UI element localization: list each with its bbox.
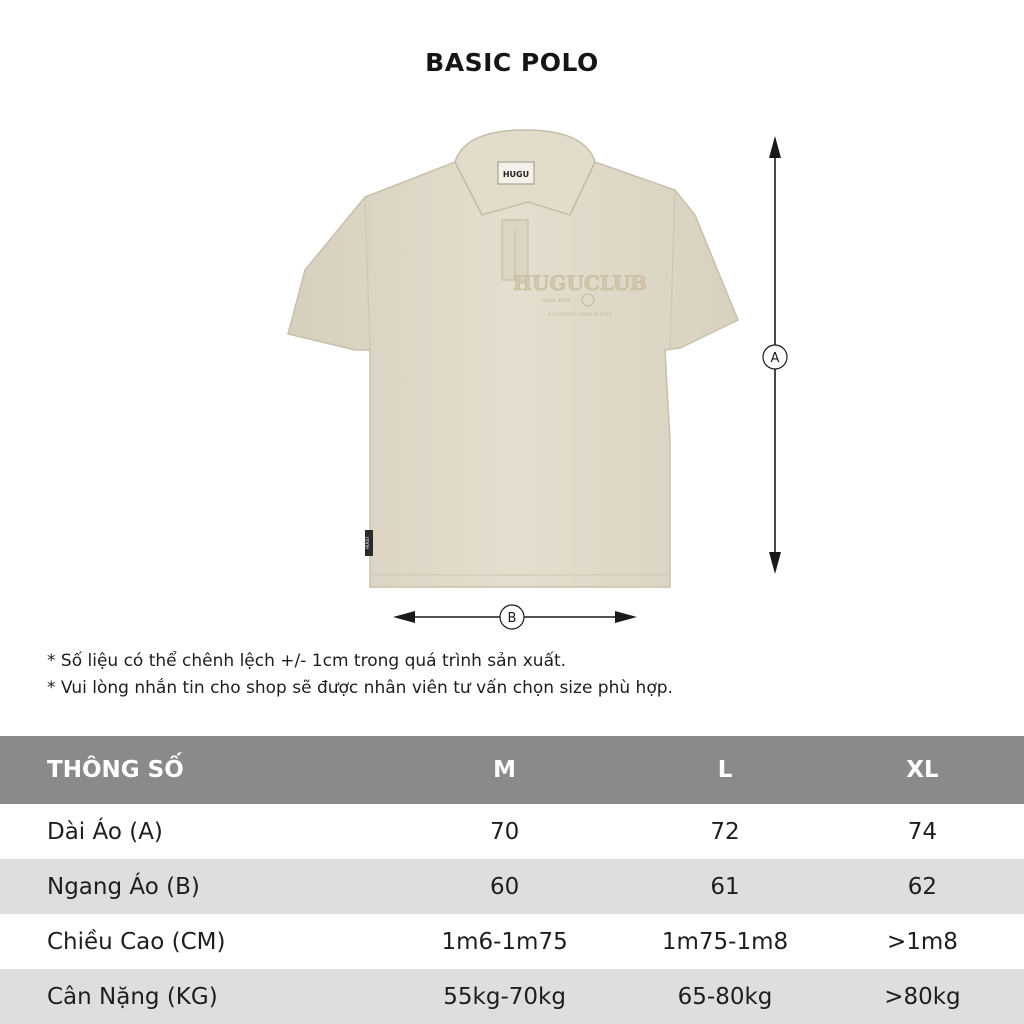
cell-xl: 62 xyxy=(907,873,938,900)
size-notes xyxy=(47,648,673,702)
table-header-row xyxy=(0,736,1024,804)
length-dimension-arrow xyxy=(755,130,795,580)
cell-m: 60 xyxy=(489,873,520,900)
header-spec: THÔNG SỐ xyxy=(47,757,184,783)
row-label: Chiều Cao (CM) xyxy=(47,928,226,955)
length-marker: A xyxy=(770,351,780,366)
arrow-left-icon xyxy=(393,611,415,623)
neck-tag-text: HUGU xyxy=(502,170,530,179)
size-table xyxy=(0,736,1024,1024)
table-row xyxy=(0,914,1024,969)
cell-m: 70 xyxy=(489,818,520,845)
chest-logo-tagline: A COLLECTIVE VISION OF STYLE xyxy=(548,312,612,317)
cell-xl: >80kg xyxy=(884,983,961,1010)
table-row xyxy=(0,969,1024,1024)
cell-m: 1m6-1m75 xyxy=(441,928,568,955)
cell-l: 61 xyxy=(710,873,740,900)
cell-l: 72 xyxy=(710,818,740,845)
header-size-xl: XL xyxy=(906,757,939,783)
cell-xl: >1m8 xyxy=(886,928,958,955)
cell-l: 1m75-1m8 xyxy=(661,928,789,955)
arrow-down-icon xyxy=(769,552,781,574)
side-tag-text: HUGU xyxy=(365,537,370,549)
header-size-l: L xyxy=(717,757,733,783)
row-label: Dài Áo (A) xyxy=(47,818,163,845)
row-label: Cân Nặng (KG) xyxy=(47,983,218,1010)
table-row xyxy=(0,859,1024,914)
polo-shirt-image xyxy=(270,120,790,600)
arrow-right-icon xyxy=(615,611,637,623)
arrow-up-icon xyxy=(769,136,781,158)
width-marker: B xyxy=(507,611,517,626)
note-tolerance: * Số liệu có thể chênh lệch +/- 1cm trong quá trình sản xuất. xyxy=(47,651,567,671)
row-label: Ngang Áo (B) xyxy=(47,873,200,900)
chest-logo-since: Since 2018 xyxy=(542,298,570,304)
chest-logo: HUGUCLUB xyxy=(512,271,648,295)
note-contact: * Vui lòng nhắn tin cho shop sẽ được nhân viên tư vấn chọn size phù hợp. xyxy=(47,678,673,698)
cell-l: 65-80kg xyxy=(677,983,773,1010)
cell-m: 55kg-70kg xyxy=(443,983,566,1010)
cell-xl: 74 xyxy=(907,818,938,845)
width-dimension-arrow xyxy=(385,600,645,636)
header-size-m: M xyxy=(493,757,517,783)
table-row xyxy=(0,804,1024,859)
page-title: BASIC POLO xyxy=(425,48,599,77)
